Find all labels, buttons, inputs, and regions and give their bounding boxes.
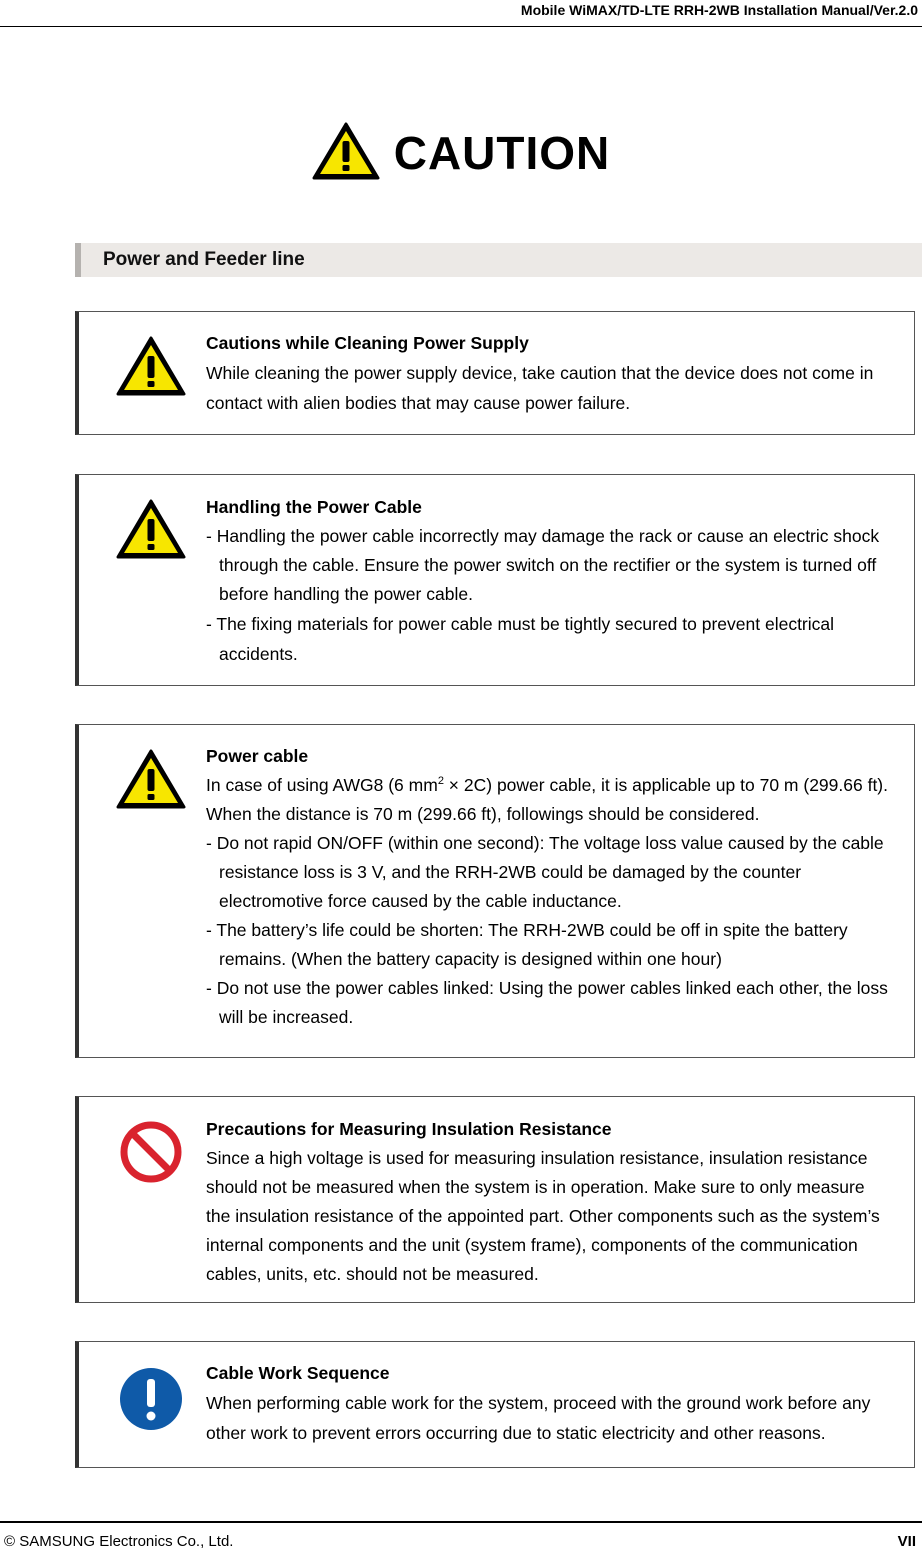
footer-copyright: © SAMSUNG Electronics Co., Ltd. [4, 1533, 234, 1550]
page-title-text: CAUTION [393, 127, 611, 179]
bullet-item: - The battery’s life could be shorten: The RRH-2WB could be off in spite the battery remains. (When the battery capacity is designed within one hour) [206, 920, 848, 969]
caution-box-power-cable [75, 724, 915, 1058]
caution-box-title: Handling the Power Cable [206, 497, 422, 517]
section-heading: Power and Feeder line [75, 243, 922, 277]
caution-box-title: Cable Work Sequence [206, 1363, 390, 1383]
caution-box-title: Cautions while Cleaning Power Supply [206, 333, 529, 353]
footer-divider [0, 1521, 922, 1523]
bullet-item: - The fixing materials for power cable must be tightly secured to prevent electrical accidents. [206, 614, 835, 664]
warning-triangle-icon [116, 498, 186, 565]
warning-triangle-icon [312, 121, 380, 186]
caution-box-text: While cleaning the power supply device, take caution that the device does not come in contact with alien bodies that may cause power failure. [206, 363, 874, 413]
caution-box-intro [206, 771, 892, 829]
caution-box-text: When performing cable work for the system, proceed with the ground work before any other work to prevent errors occurring due to static electricity and other reasons. [206, 1393, 871, 1443]
caution-box-content [206, 328, 892, 418]
bullet-item: - Do not rapid ON/OFF (within one second): The voltage loss value caused by the cable resistance loss is 3 V, and the RRH-2WB could be damaged by the counter electromotive force caused by the cable inductance. [206, 833, 884, 911]
mandatory-exclamation-icon [119, 1367, 183, 1436]
header-divider [0, 26, 922, 27]
page-number: VII [897, 1533, 916, 1550]
warning-triangle-icon [116, 335, 186, 402]
caution-box-cleaning [75, 311, 915, 435]
caution-box-insulation [75, 1096, 915, 1303]
bullet-item: - Handling the power cable incorrectly may damage the rack or cause an electric shock through the cable. Ensure the power switch on the rectifier or the system is turned off before handling the power cable. [206, 526, 880, 604]
caution-box-content [206, 492, 892, 669]
intro-text: × 2C) power cable, it is applicable up to 70 m (299.66 ft). When the distance is 70 m (299.66 ft), followings should be considered. [206, 775, 888, 824]
page-title [0, 118, 922, 188]
intro-text: In case of using AWG8 (6 mm [206, 775, 438, 795]
running-header: Mobile WiMAX/TD-LTE RRH-2WB Installation Manual/Ver.2.0 [520, 2, 918, 18]
warning-triangle-icon [116, 748, 186, 815]
prohibition-icon [119, 1120, 183, 1189]
caution-box-title: Power cable [206, 746, 309, 766]
caution-box-content [206, 741, 892, 1032]
caution-box-handling [75, 474, 915, 686]
caution-box-text: Since a high voltage is used for measuring insulation resistance, insulation resistance should not be measured when the system is in operation. Make sure to only measure the insulation resistance of the appointed part. Other components such as the system’s internal components and the unit (system frame), components of the communication cables, units, etc. should not be measured. [206, 1148, 880, 1284]
caution-box-title: Precautions for Measuring Insulation Resistance [206, 1119, 612, 1139]
caution-box-content [206, 1114, 892, 1289]
superscript: 2 [437, 775, 444, 788]
bullet-item: - Do not use the power cables linked: Using the power cables linked each other, the loss will be increased. [206, 978, 888, 1027]
caution-box-sequence [75, 1341, 915, 1468]
caution-box-content [206, 1358, 892, 1448]
